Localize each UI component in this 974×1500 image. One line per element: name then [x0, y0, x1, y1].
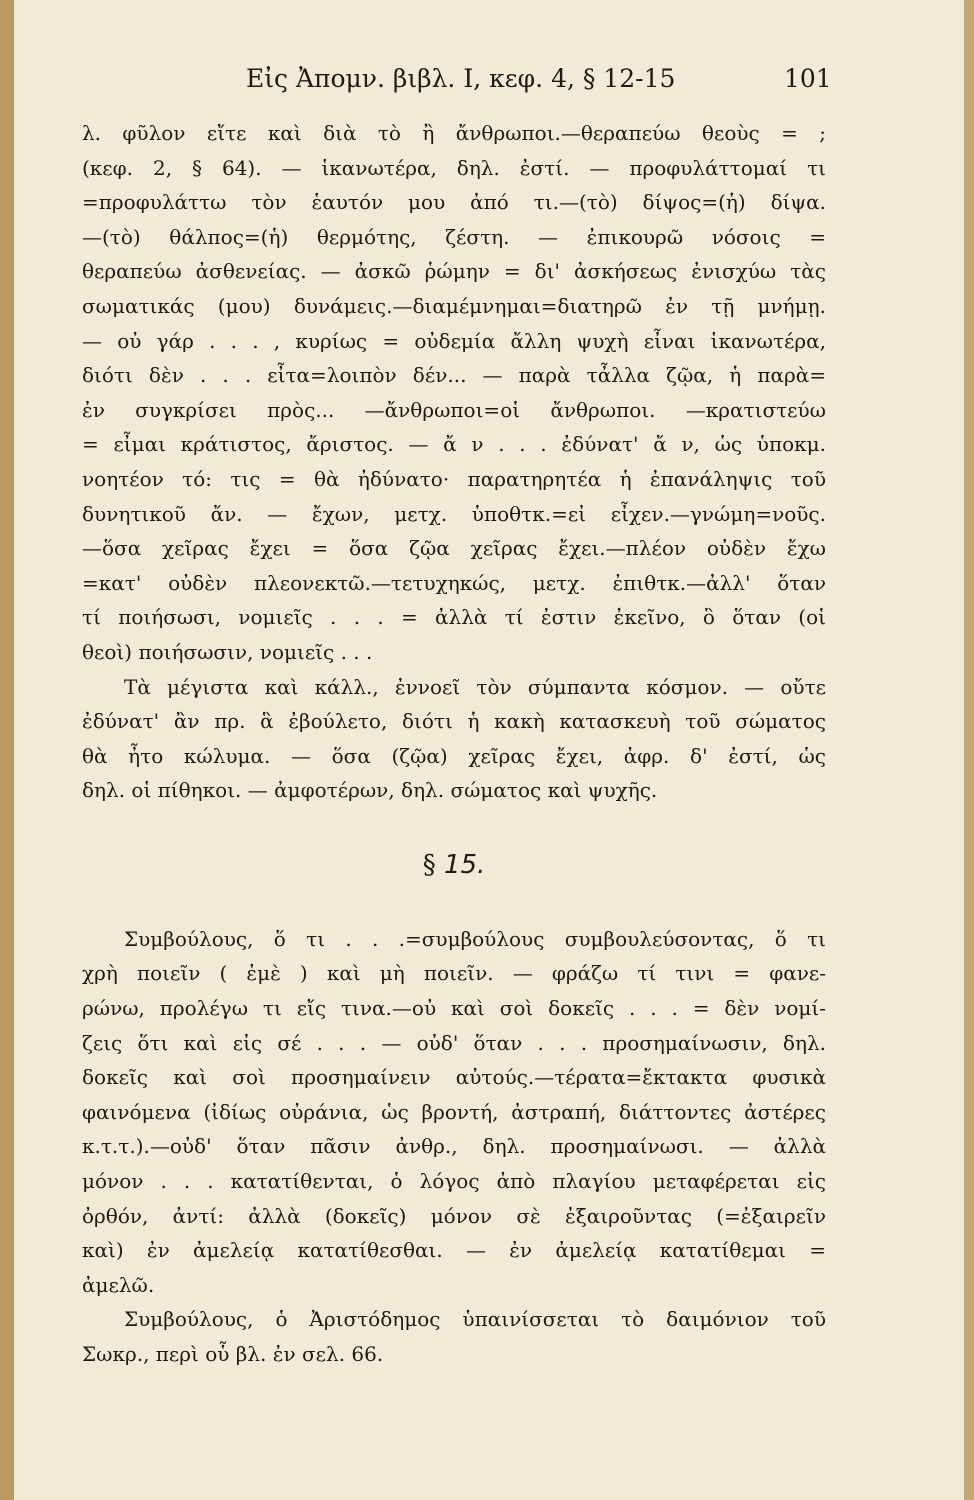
- commentary-line: Τὰ μέγιστα καὶ κάλλ., ἐννοεῖ τὸν σύμπαντα κόσμον. — οὔτε: [124, 674, 826, 699]
- section-line: ὀρθόν, ἀντί: ἀλλὰ (δοκεῖς) μόνον σὲ ἐξαιροῦντας (=ἐξαιρεῖν: [82, 1203, 826, 1228]
- section-line: χρὴ ποιεῖν ( ἐμὲ ) καὶ μὴ ποιεῖν. — φράζω τί τινι = φανε-: [82, 961, 826, 986]
- section-number: 15.: [443, 849, 486, 880]
- section-line: Σωκρ., περὶ οὗ βλ. ἐν σελ. 66.: [82, 1342, 384, 1366]
- commentary-line: ἐν συγκρίσει πρὸς... —ἄνθρωποι=οἱ ἄνθρωποι. —κρατιστεύω: [82, 397, 826, 422]
- commentary-line: δηλ. οἱ πίθηκοι. — ἀμφοτέρων, δηλ. σώματος καὶ ψυχῆς.: [82, 778, 658, 803]
- commentary-line: δυνητικοῦ ἄν. — ἔχων, μετχ. ὑποθτκ.=εἰ εἶχεν.—γνώμη=νοῦς.: [82, 501, 826, 526]
- section-line: ἀμελῶ.: [82, 1272, 155, 1297]
- commentary-line: = εἶμαι κράτιστος, ἄριστος. — ἄ ν . . . ἐδύνατ' ἄ ν, ὡς ὑποκμ.: [82, 432, 826, 457]
- page-number: 101: [784, 64, 832, 93]
- section-line: καὶ) ἐν ἀμελείᾳ κατατίθεσθαι. — ἐν ἀμελείᾳ κατατίθεμαι =: [82, 1238, 826, 1263]
- commentary-line: λ. φῦλον εἴτε καὶ διὰ τὸ ἢ ἄνθρωποι.—θεραπεύω θεοὺς = ;: [82, 121, 826, 145]
- section-line: Συμβούλους, ὁ Ἀριστόδημος ὑπαινίσσεται τὸ δαιμόνιον τοῦ: [124, 1307, 826, 1332]
- commentary-line: —ὅσα χεῖρας ἔχει = ὅσα ζῷα χεῖρας ἔχει.—πλέον οὐδὲν ἔχω: [82, 536, 826, 561]
- commentary-line: —(τὸ) θάλπος=(ἡ) θερμότης, ζέστη. — ἐπικουρῶ νόσοις =: [82, 224, 826, 249]
- commentary-line: σωματικάς (μου) δυνάμεις.—διαμέμνημαι=διατηρῶ ἐν τῇ μνήμῃ.: [82, 293, 826, 318]
- section-line: ρώνω, προλέγω τι εἴς τινα.—οὐ καὶ σοὶ δοκεῖς . . . = δὲν νομί-: [82, 996, 826, 1021]
- section-line: ζεις ὅτι καὶ εἰς σέ . . . — οὐδ' ὅταν . . . προσημαίνωσιν, δηλ.: [82, 1030, 826, 1055]
- commentary-line: θεοὶ) ποιήσωσιν, νομιεῖς . . .: [82, 639, 373, 664]
- commentary-line: τί ποιήσωσι, νομιεῖς . . . = ἀλλὰ τί ἐστιν ἐκεῖνο, ὃ ὅταν (οἱ: [82, 605, 826, 630]
- commentary-line: διότι δὲν . . . εἶτα=λοιπὸν δέν... — παρὰ τἆλλα ζῷα, ἡ παρὰ=: [82, 363, 826, 388]
- page-header: [14, 64, 964, 108]
- commentary-line: =προφυλάττω τὸν ἑαυτόν μου ἀπό τι.—(τὸ) δίψος=(ἡ) δίψα.: [82, 190, 826, 215]
- body-text: [82, 116, 826, 1372]
- section-line: μόνον . . . κατατίθενται, ὁ λόγος ἀπὸ πλαγίου μεταφέρεται εἰς: [82, 1169, 826, 1194]
- commentary-line: θεραπεύω ἀσθενείας. — ἀσκῶ ῥώμην = δι' ἀσκήσεως ἐνισχύω τὰς: [82, 259, 826, 284]
- section-line: φαινόμενα (ἰδίως οὐράνια, ὡς βροντή, ἀστραπή, διάττοντες ἀστέρες: [82, 1099, 826, 1124]
- running-title: Εἰς Ἀπομν. βιβλ. I, κεφ. 4, § 12-15: [246, 64, 676, 93]
- commentary-line: =κατ' οὐδὲν πλεονεκτῶ.—τετυχηκώς, μετχ. ἐπιθτκ.—ἀλλ' ὅταν: [82, 570, 826, 595]
- commentary-line: νοητέον τό: τις = θὰ ἠδύνατο· παρατηρητέα ἡ ἐπανάληψις τοῦ: [82, 466, 826, 491]
- commentary-line: ἐδύνατ' ἂν πρ. ἃ ἐβούλετο, διότι ἡ κακὴ κατασκευὴ τοῦ σώματος: [82, 709, 826, 734]
- commentary-line: — οὐ γάρ . . . , κυρίως = οὐδεμία ἄλλη ψυχὴ εἶναι ἱκανωτέρα,: [82, 328, 826, 353]
- commentary-line: (κεφ. 2, § 64). — ἱκανωτέρα, δηλ. ἐστί. — προφυλάττομαί τι: [82, 155, 826, 180]
- section-line: Συμβούλους, ὅ τι . . .=συμβούλους συμβουλεύσοντας, ὅ τι: [124, 926, 826, 951]
- section-line: κ.τ.τ.).—οὐδ' ὅταν πᾶσιν ἀνθρ., δηλ. προσημαίνωσι. — ἀλλὰ: [82, 1134, 826, 1159]
- section-line: δοκεῖς καὶ σοὶ προσημαίνειν αὐτούς.—τέρατα=ἔκτακτα φυσικὰ: [82, 1065, 826, 1090]
- commentary-line: θὰ ἦτο κώλυμα. — ὅσα (ζῷα) χεῖρας ἔχει, ἀφρ. δ' ἐστί, ὡς: [82, 743, 826, 768]
- section-symbol: §: [422, 849, 436, 880]
- section-heading: [82, 808, 826, 922]
